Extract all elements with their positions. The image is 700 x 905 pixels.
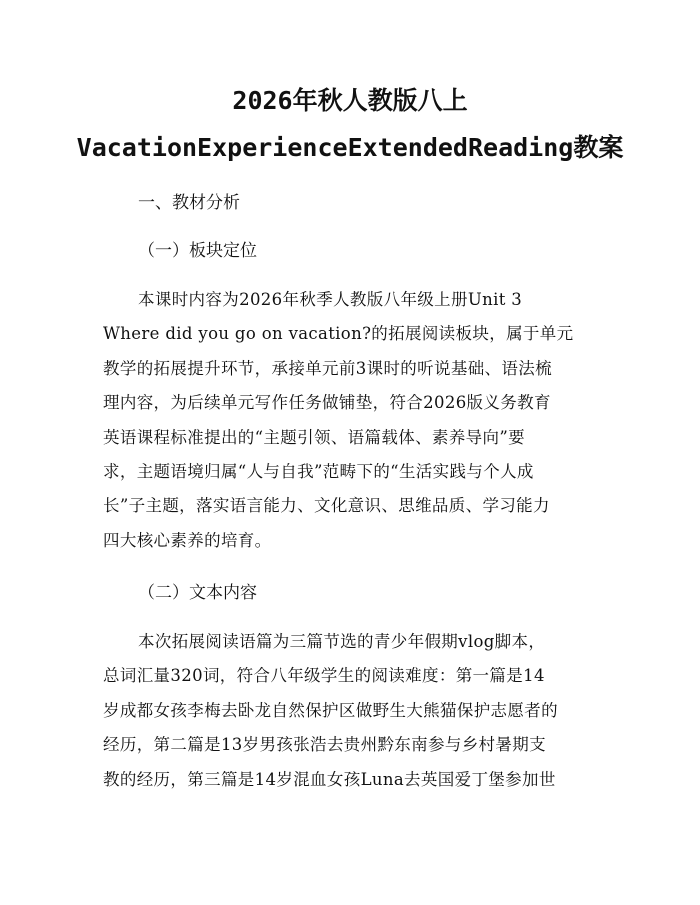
- paragraph-line: Where did you go on vacation?的拓展阅读板块，属于单元: [103, 324, 574, 344]
- paragraph-line: 理内容，为后续单元写作任务做铺垫，符合2026版义务教育: [103, 393, 551, 413]
- paragraph-line: 英语课程标准提出的“主题引领、语篇载体、素养导向”要: [103, 427, 525, 447]
- paragraph-line: 求，主题语境归属“人与自我”范畴下的“生活实践与个人成: [103, 462, 534, 482]
- paragraph-line: 长”子主题，落实语言能力、文化意识、思维品质、学习能力: [103, 496, 550, 516]
- paragraph-line: 四大核心素养的培育。: [103, 530, 272, 550]
- paragraph-positioning: [103, 283, 603, 558]
- paragraph-line: 岁成都女孩李梅去卧龙自然保护区做野生大熊猫保护志愿者的: [103, 700, 558, 720]
- paragraph-line: 本次拓展阅读语篇为三篇节选的青少年假期vlog脚本，: [138, 632, 546, 651]
- paragraph-text-content: [103, 625, 603, 797]
- paragraph-line: 教学的拓展提升环节，承接单元前3课时的听说基础、语法梳: [103, 358, 552, 378]
- paragraph-line: 本课时内容为2026年秋季人教版八年级上册Unit 3: [138, 290, 523, 309]
- section-heading-teaching-material-analysis: 一、教材分析: [138, 193, 240, 213]
- paragraph-line: 总词汇量320词，符合八年级学生的阅读难度：第一篇是14: [103, 666, 545, 686]
- subsection-heading-positioning: （一）板块定位: [138, 241, 257, 261]
- document-title-line-2: VacationExperienceExtendedReading教案: [76, 133, 624, 162]
- document-title-line-1: 2026年秋人教版八上: [232, 86, 468, 115]
- paragraph-line: 经历，第二篇是13岁男孩张浩去贵州黔东南参与乡村暑期支: [103, 735, 546, 755]
- paragraph-line: 教的经历，第三篇是14岁混血女孩Luna去英国爱丁堡参加世: [103, 769, 556, 789]
- subsection-heading-text-content: （二）文本内容: [138, 583, 257, 603]
